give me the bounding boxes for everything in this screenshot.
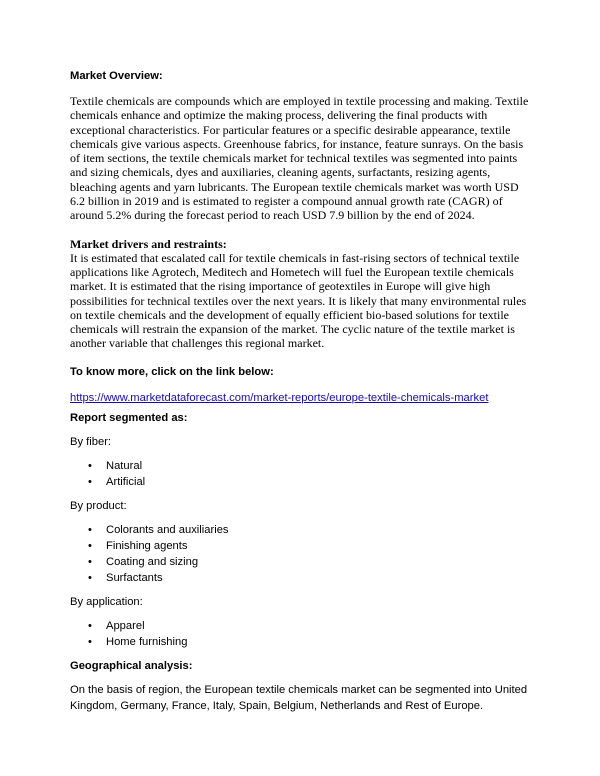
- market-overview-paragraph: Textile chemicals are compounds which are employed in textile processing and making. Textile chemicals enhance and optimize the making process, delivering the final products with exceptional characteristics. For particular features or a specific desirable appearance, textile chemicals give various aspects. Greenhouse fabrics, for instance, feature sunrays. On the basis of item sections, the textile chemicals market for technical textiles was segmented into paints and sizing chemicals, dyes and auxiliaries, cleaning agents, surfactants, resizing agents, bleaching agents and yarn lubricants. The European textile chemicals market was worth USD 6.2 billion in 2019 and is estimated to register a compound annual growth rate (CAGR) of around 5.2% during the forecast period to reach USD 7.9 billion by the end of 2024.: [70, 94, 529, 223]
- list-item: • Colorants and auxiliaries: [88, 523, 229, 536]
- document-page: [70, 68, 532, 714]
- bullet-icon: •: [88, 475, 92, 488]
- list-item: • Apparel: [88, 619, 145, 632]
- report-link[interactable]: https://www.marketdataforecast.com/market-reports/europe-textile-chemicals-market: [70, 391, 489, 404]
- fiber-list: [70, 458, 532, 490]
- segment-label-application: By application:: [70, 595, 143, 608]
- bullet-icon: •: [88, 539, 92, 552]
- segment-label-product: By product:: [70, 499, 127, 512]
- bullet-icon: •: [88, 571, 92, 584]
- segment-label-fiber: By fiber:: [70, 435, 112, 448]
- market-overview-heading: Market Overview:: [70, 70, 163, 82]
- market-drivers-paragraph: It is estimated that escalated call for textile chemicals in fast-rising sectors of technical textile applications like Agrotech, Meditech and Hometech will fuel the European textile chemicals market. It is estimated that the rising importance of geotextiles in Europe will give high possibilities for technical textiles over the next years. It is likely that many environmental rules on textile chemicals and the development of equally efficient bio-based solutions for textile chemicals will restrain the expansion of the market. The cyclic nature of the textile market is another variable that challenges this regional market.: [70, 250, 527, 351]
- list-item: • Artificial: [88, 475, 146, 488]
- know-more-heading: To know more, click on the link below:: [70, 365, 274, 378]
- bullet-icon: •: [88, 555, 92, 568]
- bullet-icon: •: [88, 523, 92, 536]
- list-item: • Finishing agents: [88, 539, 188, 552]
- list-item: • Natural: [88, 459, 143, 472]
- geographical-analysis-heading: Geographical analysis:: [70, 659, 193, 672]
- list-item: • Home furnishing: [88, 635, 188, 648]
- bullet-icon: •: [88, 459, 92, 472]
- geographical-analysis-paragraph: On the basis of region, the European textile chemicals market can be segmented into United Kingdom, Germany, France, Italy, Spain, Belgium, Netherlands and Rest of Europe.: [70, 683, 528, 712]
- report-segmented-heading: Report segmented as:: [70, 411, 188, 424]
- list-item: • Coating and sizing: [88, 555, 199, 568]
- bullet-icon: •: [88, 619, 92, 632]
- bullet-icon: •: [88, 635, 92, 648]
- market-drivers-heading: Market drivers and restraints:: [70, 236, 227, 251]
- application-list: [70, 618, 532, 650]
- list-item: • Surfactants: [88, 571, 163, 584]
- product-list: [70, 522, 532, 586]
